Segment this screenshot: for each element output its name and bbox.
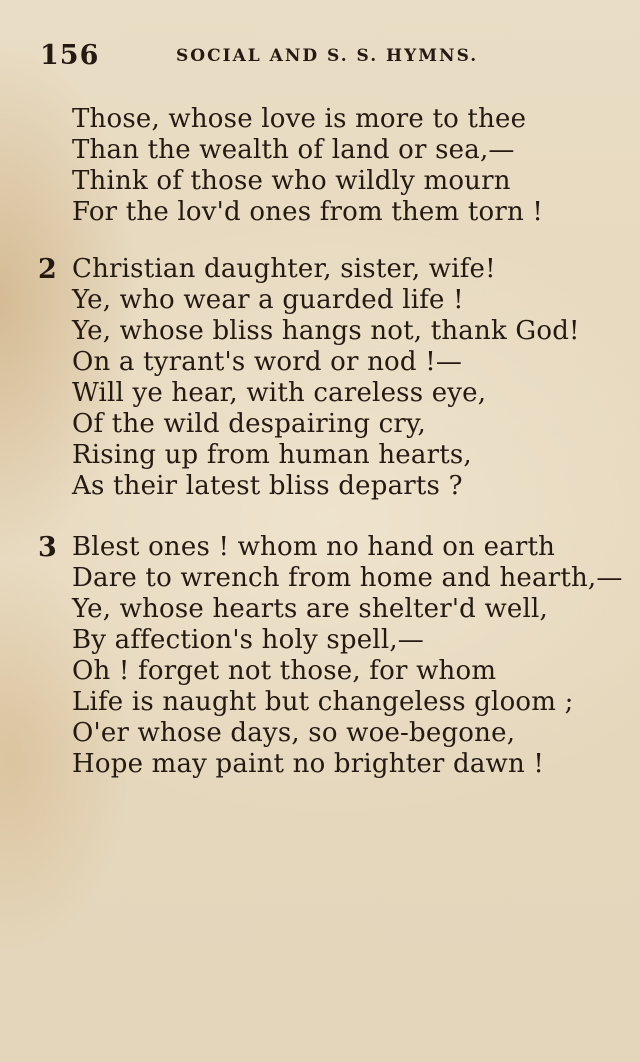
verse-line: Will ye hear, with careless eye, <box>72 378 487 408</box>
verse-line: Oh ! forget not those, for whom <box>72 656 497 686</box>
verse-line: Ye, whose hearts are shelter'd well, <box>72 594 549 624</box>
verse-line: Hope may paint no brighter dawn ! <box>72 749 545 779</box>
verse-line: Of the wild despairing cry, <box>72 409 426 439</box>
verse-line: Think of those who wildly mourn <box>72 166 511 196</box>
stanza-1 <box>72 104 632 228</box>
verse-line: Blest ones ! whom no hand on earth <box>72 532 556 562</box>
page-header <box>40 40 510 74</box>
verse-line: O'er whose days, so woe-begone, <box>72 718 516 748</box>
verse-number: 3 <box>38 532 57 563</box>
verse-line: Those, whose love is more to thee <box>72 104 527 134</box>
verse-line: By affection's holy spell,— <box>72 625 425 655</box>
verse-line: Than the wealth of land or sea,— <box>72 135 515 165</box>
verse-line: As their latest bliss departs ? <box>72 471 463 501</box>
verse-line: Life is naught but changeless gloom ; <box>72 687 574 717</box>
verse-line: On a tyrant's word or nod !— <box>72 347 463 377</box>
verse-line: Rising up from human hearts, <box>72 440 472 470</box>
page-number: 156 <box>40 40 100 71</box>
verse-line: For the lov'd ones from them torn ! <box>72 197 544 227</box>
stanza-3 <box>38 532 632 780</box>
running-title: SOCIAL AND S. S. HYMNS. <box>176 46 479 66</box>
stanza-2 <box>38 254 632 502</box>
verse-line: Ye, whose bliss hangs not, thank God! <box>72 316 580 346</box>
verse-number: 2 <box>38 254 57 285</box>
verse-line: Ye, who wear a guarded life ! <box>72 285 464 315</box>
verse-line: Christian daughter, sister, wife! <box>72 254 496 284</box>
verse-line: Dare to wrench from home and hearth,— <box>72 563 623 593</box>
